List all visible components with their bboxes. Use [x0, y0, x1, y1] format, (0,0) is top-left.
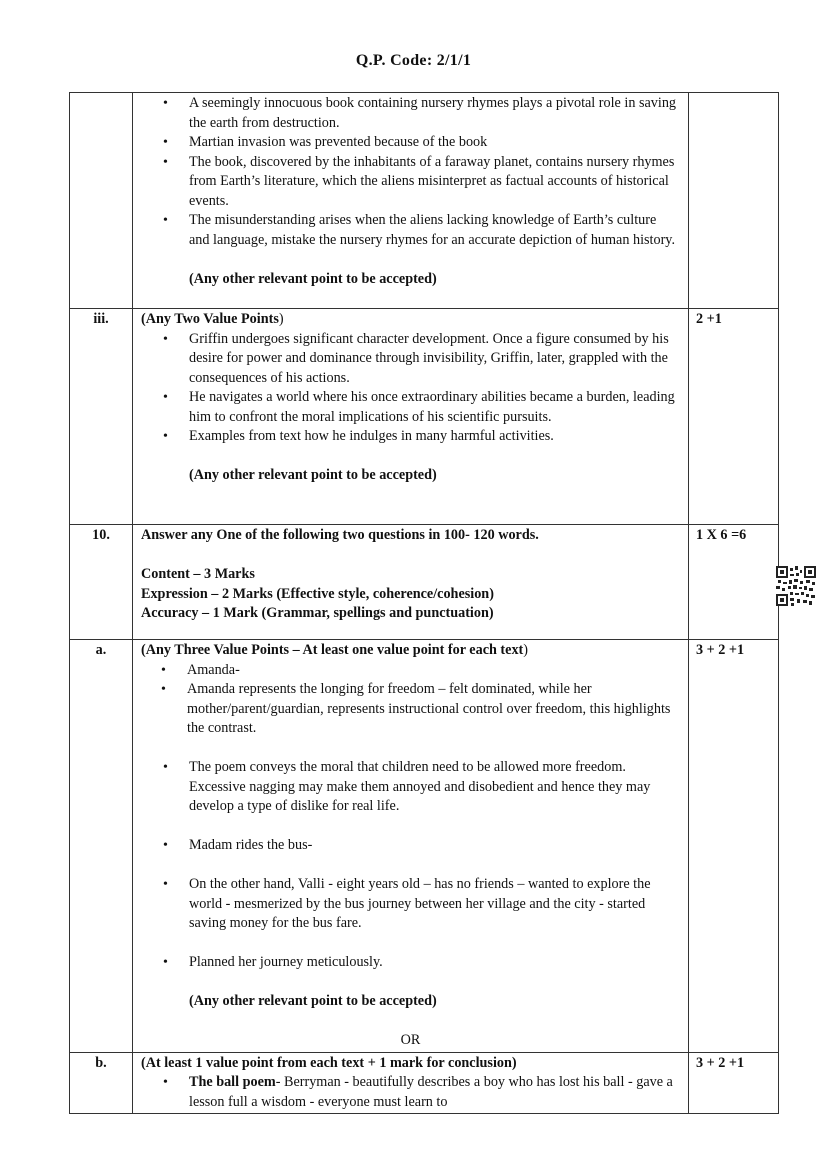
- bullet-list: [141, 758, 680, 817]
- or-separator: OR: [400, 1032, 421, 1048]
- answer-cell: [133, 525, 689, 640]
- qp-code-header: Q.P. Code: 2/1/1: [355, 52, 472, 69]
- question-number-cell: a.: [70, 640, 133, 1053]
- list-item: • The misunderstanding arises when the aliens lacking knowledge of Earth’s culture and language, mistake the nursery rhymes for an accurate depiction of human history.: [189, 211, 680, 250]
- list-item: • A seemingly innocuous book containing nursery rhymes plays a pivotal role in saving the earth from destruction.: [189, 94, 680, 133]
- row-heading-close: ): [523, 642, 529, 658]
- table-row-iii: [70, 309, 779, 525]
- bullet-list: [141, 953, 680, 973]
- question-number-cell: b.: [70, 1052, 133, 1114]
- table-row-10: [70, 525, 779, 640]
- answer-cell: [133, 93, 689, 309]
- bullet-title: The ball poem: [189, 1074, 276, 1090]
- bullet-list: [141, 94, 680, 250]
- acceptance-note: (Any other relevant point to be accepted): [189, 270, 437, 287]
- marks-cell: 3 + 2 +1: [689, 1052, 779, 1114]
- marks-cell: 3 + 2 +1: [689, 640, 779, 1053]
- table-row-continued: [70, 93, 779, 309]
- bullet-list: [141, 1073, 680, 1112]
- answer-cell: [133, 309, 689, 525]
- accuracy-marks: Accuracy – 1 Mark (Grammar, spellings and punctuation): [141, 605, 494, 621]
- list-item: • Amanda represents the longing for freedom – felt dominated, while her mother/parent/guardian, represents instructional control over freedom, this highlights the contrast.: [187, 680, 680, 739]
- bullet-list: [141, 836, 680, 856]
- list-item: • The poem conveys the moral that children need to be allowed more freedom. Excessive nagging may make them annoyed and disobedient and hence they may develop a type of dislike for real life.: [189, 758, 680, 817]
- expression-marks: Expression – 2 Marks (Effective style, coherence/cohesion): [141, 585, 494, 602]
- marks-cell: 1 X 6 =6: [689, 525, 779, 640]
- bullet-list: [141, 330, 680, 447]
- marking-scheme-table: [69, 92, 779, 1114]
- question-number-cell: iii.: [70, 309, 133, 525]
- bullet-list: [141, 661, 680, 739]
- acceptance-note: (Any other relevant point to be accepted): [189, 467, 437, 483]
- acceptance-note: (Any other relevant point to be accepted): [189, 993, 437, 1009]
- list-item: • Madam rides the bus-: [189, 836, 680, 856]
- row-heading: (Any Three Value Points – At least one value point for each text: [141, 642, 524, 658]
- question-number-cell: 10.: [70, 525, 133, 640]
- list-item: • The book, discovered by the inhabitants of a faraway planet, contains nursery rhymes from Earth’s literature, which the aliens misinterpret as factual accounts of historical events.: [189, 153, 680, 212]
- table-row-b: [70, 1052, 779, 1114]
- row-heading-close: ): [278, 311, 284, 327]
- question-instruction: Answer any One of the following two questions in 100- 120 words.: [141, 527, 539, 543]
- answer-cell: [133, 640, 689, 1053]
- list-item: • Amanda-: [187, 661, 680, 681]
- row-heading: (Any Two Value Points: [141, 311, 279, 327]
- answer-cell: [133, 1052, 689, 1114]
- list-item: • Griffin undergoes significant character development. Once a figure consumed by his desire for power and dominance through invisibility, Griffin, later, grappled with the consequences of his actions.: [189, 330, 680, 389]
- list-item: • Planned her journey meticulously.: [189, 953, 680, 973]
- content-marks: Content – 3 Marks: [141, 566, 255, 582]
- bullet-list: [141, 875, 680, 934]
- marks-cell: 2 +1: [689, 309, 779, 525]
- list-item: [189, 1073, 680, 1112]
- question-number-cell: [70, 93, 133, 309]
- list-item: • On the other hand, Valli - eight years old – has no friends – wanted to explore the world - mesmerized by the bus journey between her village and the city - started saving money for the bus fare.: [189, 875, 680, 934]
- list-item: • Examples from text how he indulges in many harmful activities.: [189, 427, 680, 447]
- row-heading: (At least 1 value point from each text + 1 mark for conclusion): [141, 1054, 517, 1071]
- list-item: • Martian invasion was prevented because of the book: [189, 133, 680, 153]
- qr-code: [776, 566, 816, 606]
- table-row-a: [70, 640, 779, 1053]
- bullet-text: - Berryman - beautifully describes a boy who has lost his ball - gave a lesson full a wisdom - everyone must learn to: [189, 1074, 673, 1110]
- list-item: • He navigates a world where his once extraordinary abilities became a burden, leading him to confront the moral implications of his scientific pursuits.: [189, 388, 680, 427]
- marks-cell: [689, 93, 779, 309]
